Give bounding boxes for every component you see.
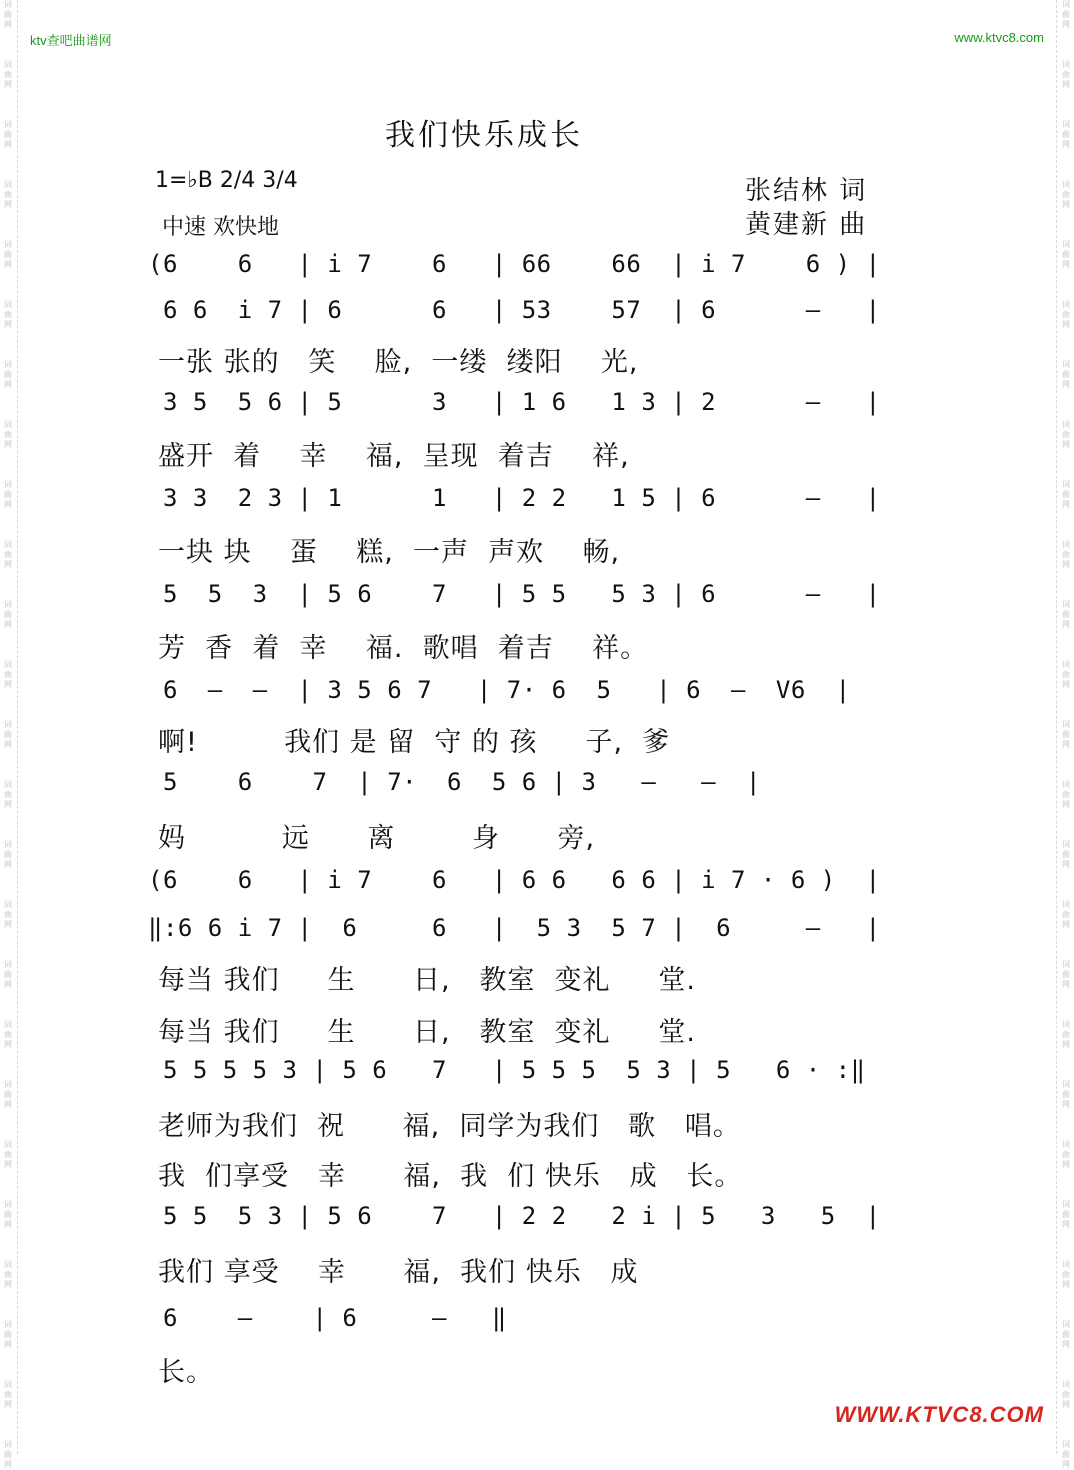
watermark-glyph: 词 曲 网 — [1062, 540, 1070, 569]
watermark-glyph: 词 曲 网 — [1062, 300, 1070, 329]
left-watermark-strip — [0, 0, 16, 1469]
watermark-glyph: 词 曲 网 — [4, 60, 12, 89]
lyric-line: 每当 我们 生 日, 教室 变礼 堂. — [158, 1017, 696, 1048]
lyric-line: 一块 块 蛋 糕, 一声 声欢 畅, — [158, 537, 621, 568]
notation-line: 6 — — | 3 5 6 7 | 7· 6 5 | 6 — V6 | — [148, 676, 851, 704]
watermark-glyph: 词 曲 网 — [4, 480, 12, 509]
watermark-glyph: 词 曲 网 — [4, 120, 12, 149]
watermark-glyph: 词 曲 网 — [1062, 1140, 1070, 1169]
watermark-glyph: 词 曲 网 — [4, 1260, 12, 1289]
lyric-line: 我 们享受 幸 福, 我 们 快乐 成 长。 — [158, 1161, 743, 1192]
watermark-glyph: 词 曲 网 — [1062, 240, 1070, 269]
composer-credit: 黄建新 曲 — [745, 210, 868, 240]
key-signature: 1=♭B 2/4 3/4 — [155, 168, 298, 193]
lyric-line: 妈 远 离 身 旁, — [158, 823, 596, 854]
watermark-glyph: 词 曲 网 — [4, 360, 12, 389]
notation-line: 6 — | 6 — ‖ — [148, 1304, 507, 1332]
right-dashed-line — [1056, 0, 1057, 1454]
watermark-glyph: 词 曲 网 — [1062, 420, 1070, 449]
tempo-marking: 中速 欢快地 — [162, 215, 279, 240]
watermark-glyph: 词 曲 网 — [4, 1020, 12, 1049]
watermark-glyph: 词 曲 网 — [4, 1320, 12, 1349]
watermark-glyph: 词 曲 网 — [4, 1380, 12, 1409]
watermark-glyph: 词 曲 网 — [4, 1200, 12, 1229]
watermark-glyph: 词 曲 网 — [1062, 480, 1070, 509]
watermark-glyph: 词 曲 网 — [1062, 780, 1070, 809]
watermark-glyph: 词 曲 网 — [1062, 720, 1070, 749]
watermark-glyph: 词 曲 网 — [4, 900, 12, 929]
site-url-bottom: WWW.KTVC8.COM — [834, 1402, 1044, 1427]
watermark-glyph: 词 曲 网 — [4, 1140, 12, 1169]
notation-line: 5 5 5 3 | 5 6 7 | 2 2 2 i | 5 3 5 | — [148, 1202, 881, 1230]
lyric-line: 长。 — [158, 1357, 214, 1388]
song-title: 我们快乐成长 — [385, 118, 583, 153]
watermark-glyph: 词 曲 网 — [1062, 0, 1070, 29]
watermark-glyph: 词 曲 网 — [1062, 660, 1070, 689]
watermark-glyph: 词 曲 网 — [1062, 900, 1070, 929]
watermark-glyph: 词 曲 网 — [4, 180, 12, 209]
notation-line: 5 6 7 | 7· 6 5 6 | 3 — — | — [148, 768, 761, 796]
lyric-line: 盛开 着 幸 福, 呈现 着吉 祥, — [158, 441, 630, 472]
watermark-glyph: 词 曲 网 — [1062, 1440, 1070, 1469]
notation-line: ‖:6 6 i 7 | 6 6 | 5 3 5 7 | 6 — | — [148, 914, 881, 942]
watermark-glyph: 词 曲 网 — [4, 960, 12, 989]
watermark-glyph: 词 曲 网 — [4, 600, 12, 629]
watermark-glyph: 词 曲 网 — [1062, 960, 1070, 989]
watermark-glyph: 词 曲 网 — [4, 540, 12, 569]
watermark-glyph: 词 曲 网 — [4, 0, 12, 29]
watermark-glyph: 词 曲 网 — [1062, 1320, 1070, 1349]
watermark-glyph: 词 曲 网 — [1062, 1020, 1070, 1049]
watermark-glyph: 词 曲 网 — [1062, 180, 1070, 209]
notation-line: 5 5 3 | 5 6 7 | 5 5 5 3 | 6 — | — [148, 580, 881, 608]
watermark-glyph: 词 曲 网 — [4, 660, 12, 689]
site-name-left: ktv查吧曲谱网 — [30, 33, 112, 48]
lyric-line: 啊! 我们 是 留 守 的 孩 子, 爹 — [158, 727, 671, 758]
lyric-line: 一张 张的 笑 脸, 一缕 缕阳 光, — [158, 347, 639, 378]
right-watermark-strip — [1058, 0, 1074, 1469]
watermark-glyph: 词 曲 网 — [1062, 1260, 1070, 1289]
site-url-right: www.ktvc8.com — [954, 30, 1044, 45]
watermark-glyph: 词 曲 网 — [1062, 1080, 1070, 1109]
watermark-glyph: 词 曲 网 — [4, 240, 12, 269]
watermark-glyph: 词 曲 网 — [1062, 840, 1070, 869]
lyric-line: 每当 我们 生 日, 教室 变礼 堂. — [158, 965, 696, 996]
watermark-glyph: 词 曲 网 — [1062, 1380, 1070, 1409]
watermark-glyph: 词 曲 网 — [1062, 360, 1070, 389]
notation-line: (6 6 | i 7 6 | 66 66 | i 7 6 ) | — [148, 250, 881, 278]
notation-line: 3 3 2 3 | 1 1 | 2 2 1 5 | 6 — | — [148, 484, 881, 512]
watermark-glyph: 词 曲 网 — [1062, 60, 1070, 89]
watermark-glyph: 词 曲 网 — [4, 300, 12, 329]
left-dashed-line — [17, 0, 18, 1454]
watermark-glyph: 词 曲 网 — [1062, 600, 1070, 629]
watermark-glyph: 词 曲 网 — [4, 720, 12, 749]
notation-line: (6 6 | i 7 6 | 6 6 6 6 | i 7 · 6 ) | — [148, 866, 881, 894]
watermark-glyph: 词 曲 网 — [4, 1080, 12, 1109]
watermark-glyph: 词 曲 网 — [4, 1440, 12, 1469]
watermark-glyph: 词 曲 网 — [4, 840, 12, 869]
notation-line: 3 5 5 6 | 5 3 | 1 6 1 3 | 2 — | — [148, 388, 881, 416]
watermark-glyph: 词 曲 网 — [4, 780, 12, 809]
lyric-line: 我们 享受 幸 福, 我们 快乐 成 — [158, 1257, 639, 1288]
lyric-line: 芳 香 着 幸 福. 歌唱 着吉 祥。 — [158, 633, 649, 664]
lyric-line: 老师为我们 祝 福, 同学为我们 歌 唱。 — [158, 1111, 741, 1142]
notation-line: 6 6 i 7 | 6 6 | 53 57 | 6 — | — [148, 296, 881, 324]
lyricist-credit: 张结林 词 — [745, 176, 868, 206]
watermark-glyph: 词 曲 网 — [1062, 1200, 1070, 1229]
watermark-glyph: 词 曲 网 — [1062, 120, 1070, 149]
watermark-glyph: 词 曲 网 — [4, 420, 12, 449]
notation-line: 5 5 5 5 3 | 5 6 7 | 5 5 5 5 3 | 5 6 · :‖ — [148, 1056, 866, 1084]
